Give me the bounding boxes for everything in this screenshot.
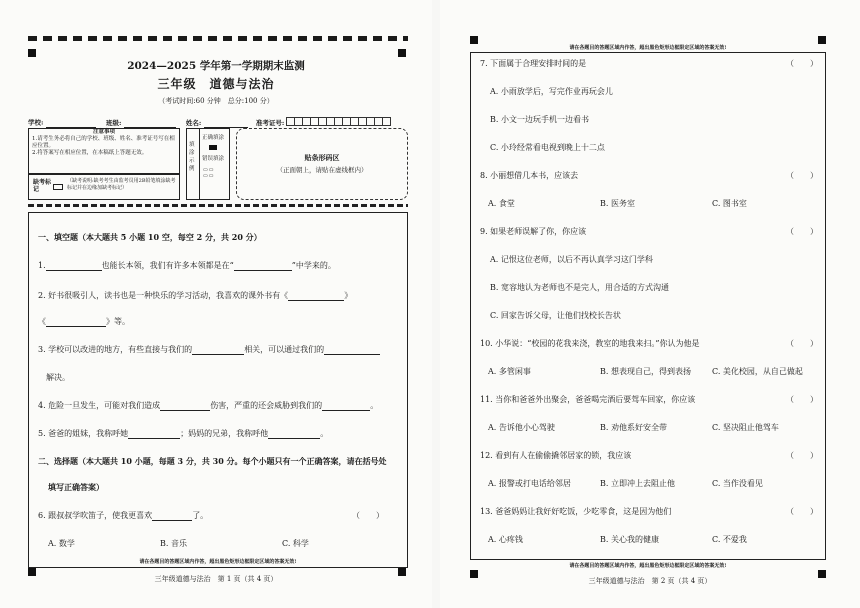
question-stem: 12. 看到有人在偷偷撬邻居家的锁，我应该	[480, 451, 632, 460]
page-footer: 三年级道德与法治 第 2 页（共 4 页）	[588, 577, 712, 585]
option-a: A. 小雨放学后，写完作业再玩会儿	[490, 87, 613, 96]
option-c: C. 当作没看见	[712, 479, 763, 488]
answer-blank[interactable]	[160, 402, 210, 411]
option-b: B. 关心我的健康	[600, 535, 659, 544]
barcode-title: 贴条形码区	[304, 153, 340, 162]
answer-notice-top: 请在各题目的答题区域内作答，超出黑色矩形边框限定区域的答案无效!	[569, 45, 727, 51]
notes-item: 1.请考生务必将自己的学校、班级、姓名、准考证号写在相应位置。	[32, 136, 175, 149]
answer-parentheses[interactable]: （ ）	[786, 451, 818, 460]
answer-parentheses[interactable]: （ ）	[786, 227, 818, 236]
answer-blank[interactable]	[268, 430, 320, 439]
option-a: A. 多管闲事	[488, 367, 531, 376]
option-b: B. 医务室	[600, 199, 635, 208]
question-stem: 13. 爸爸妈妈让我好好吃饭，少吃零食，这是因为他们	[480, 507, 672, 516]
option-b: B. 宽容地认为老师也不是完人，用合适的方式沟通	[490, 283, 669, 292]
option-c: C. 美化校园，从自己做起	[712, 367, 803, 376]
answer-blank[interactable]	[192, 346, 244, 355]
question-1: 1. 也能长本领，我们有许多本领都是在“ ”中学来的。	[38, 261, 336, 270]
question-3: 3. 学校可以改进的地方，有些直接与我们的 相关，可以通过我们的	[38, 344, 380, 355]
corner-marker	[818, 36, 826, 44]
notes-title: 注意事项	[92, 129, 115, 135]
name-label: 姓名:	[185, 118, 202, 127]
top-dashed-border	[28, 36, 408, 41]
page-footer: 三年级道德与法治 第 1 页（共 4 页）	[154, 575, 278, 583]
answer-blank[interactable]	[234, 262, 292, 271]
option-c: C. 小玲经常看电视到晚上十二点	[490, 143, 605, 152]
answer-parentheses[interactable]: （ ）	[786, 171, 818, 180]
question-2-cont: 《 》等。	[38, 317, 130, 326]
student-info-row	[28, 117, 408, 128]
absent-note: （缺考说明:缺考考生由监考员用2B铅笔填涂缺考标记并在边缘加缺考标记）	[67, 178, 176, 191]
question-stem: 7. 下面属于合理安排时间的是	[480, 59, 587, 68]
question-stem: 10. 小华说：“校园的花我来浇，教室的地我来扫。”你认为他是	[480, 339, 700, 348]
answer-blank[interactable]	[46, 262, 102, 271]
corner-marker	[28, 49, 36, 57]
fill-example-label: 填涂示例	[189, 142, 195, 172]
option-c: C. 不爱我	[712, 535, 747, 544]
option-b: B. 小文一边玩手机一边看书	[490, 115, 589, 124]
option-b: B. 劝他系好安全带	[600, 423, 667, 432]
question-2: 2. 好书很吸引人，读书也是一种快乐的学习活动，我喜欢的课外书有《 》	[38, 291, 353, 300]
section-divider	[28, 204, 408, 207]
answer-parentheses[interactable]: （ ）	[786, 507, 818, 516]
school-label: 学校:	[28, 118, 44, 127]
section-2-heading-cont: 填写正确答案）	[48, 482, 104, 492]
wrong-fill-label: 错误填涂	[202, 156, 225, 162]
subject-title: 三年级 道德与法治	[157, 77, 275, 91]
answer-blank[interactable]	[322, 402, 370, 411]
option-c: C. 坚决阻止他驾车	[712, 423, 779, 432]
q6-option-a: A. 数学	[48, 539, 75, 548]
option-b: B. 立即冲上去阻止他	[600, 479, 675, 488]
option-a: A. 报警或打电话给邻居	[488, 479, 571, 488]
answer-notice-bottom: 请在各题目的答题区域内作答，超出黑色矩形边框限定区域的答案无效!	[569, 563, 727, 569]
id-label: 准考证号:	[255, 118, 285, 127]
answer-parentheses[interactable]: （ ）	[786, 395, 818, 404]
question-stem: 8. 小丽想借几本书，应该去	[480, 171, 579, 180]
school-field[interactable]	[46, 119, 96, 128]
option-c: C. 图书室	[712, 199, 747, 208]
exam-info: （考试时间:60 分钟 总分:100 分）	[158, 97, 274, 105]
exam-page-2	[440, 0, 860, 608]
filled-mark-icon	[209, 145, 217, 150]
answer-blank[interactable]	[128, 430, 180, 439]
absent-label: 缺考标记	[33, 179, 52, 193]
question-3-cont: 解决。	[46, 373, 70, 382]
answer-blank[interactable]	[46, 318, 106, 327]
question-stem: 11. 当你和爸爸外出聚会，爸爸喝完酒后要驾车回家，你应该	[480, 395, 696, 404]
notes-item: 2.将答案写在相应位置，在本稿纸上答题无效。	[32, 150, 148, 156]
q6-option-c: C. 科学	[282, 539, 309, 548]
absent-box	[28, 174, 180, 200]
section-1-heading: 一、填空题（本大题共 5 小题 10 空，每空 2 分，共 20 分）	[38, 232, 262, 242]
option-a: A. 心疼钱	[488, 535, 523, 544]
corner-marker	[470, 36, 478, 44]
answer-blank[interactable]	[288, 292, 344, 301]
answer-blank[interactable]	[324, 346, 380, 355]
question-6: 6. 跟叔叔学吹笛子，使我更喜欢 了。	[38, 511, 209, 520]
class-field[interactable]	[124, 119, 176, 128]
option-a: A. 记恨这位老师，以后不再认真学习这门学科	[490, 255, 653, 264]
option-b: B. 想表现自己，得到表扬	[600, 367, 691, 376]
question-4: 4. 危险一旦发生，可能对我们造成 伤害，严重的还会威胁到我们的 。	[38, 401, 379, 410]
wrong-mark-icons: ▭▭ ▭▭	[203, 167, 215, 179]
class-label: 班级:	[105, 118, 122, 127]
question-5: 5. 爸爸的姐妹，我称呼她 ；妈妈的兄弟，我称呼他 。	[38, 429, 329, 438]
barcode-area	[236, 128, 408, 200]
answer-parentheses[interactable]: （ ）	[352, 511, 384, 520]
fill-example-box	[186, 128, 230, 200]
name-field[interactable]	[204, 119, 248, 128]
absent-checkbox[interactable]	[53, 184, 63, 190]
answer-parentheses[interactable]: （ ）	[786, 339, 818, 348]
answer-parentheses[interactable]: （ ）	[786, 59, 818, 68]
exam-title: 2024—2025 学年第一学期期末监测	[127, 60, 305, 72]
correct-fill-label: 正确填涂	[202, 135, 225, 141]
answer-notice: 请在各题目的答题区域内作答，超出黑色矩形边框限定区域的答案无效!	[139, 559, 297, 565]
id-cells[interactable]	[286, 117, 390, 128]
section-2-heading: 二、选择题（本大题共 10 小题，每题 3 分，共 30 分。每个小题只有一个正确答案，请在括号处	[38, 456, 387, 466]
option-c: C. 回家告诉父母，让他们找校长告状	[490, 311, 621, 320]
option-a: A. 告诉他小心驾驶	[488, 423, 555, 432]
answer-blank[interactable]	[152, 512, 192, 521]
question-stem: 9. 如果老师误解了你，你应该	[480, 227, 587, 236]
corner-marker	[398, 49, 406, 57]
notes-box	[28, 128, 180, 174]
barcode-subtitle: （正面朝上，请贴在虚线框内）	[276, 166, 368, 174]
option-a: A. 食堂	[488, 199, 515, 208]
q6-option-b: B. 音乐	[160, 539, 187, 548]
